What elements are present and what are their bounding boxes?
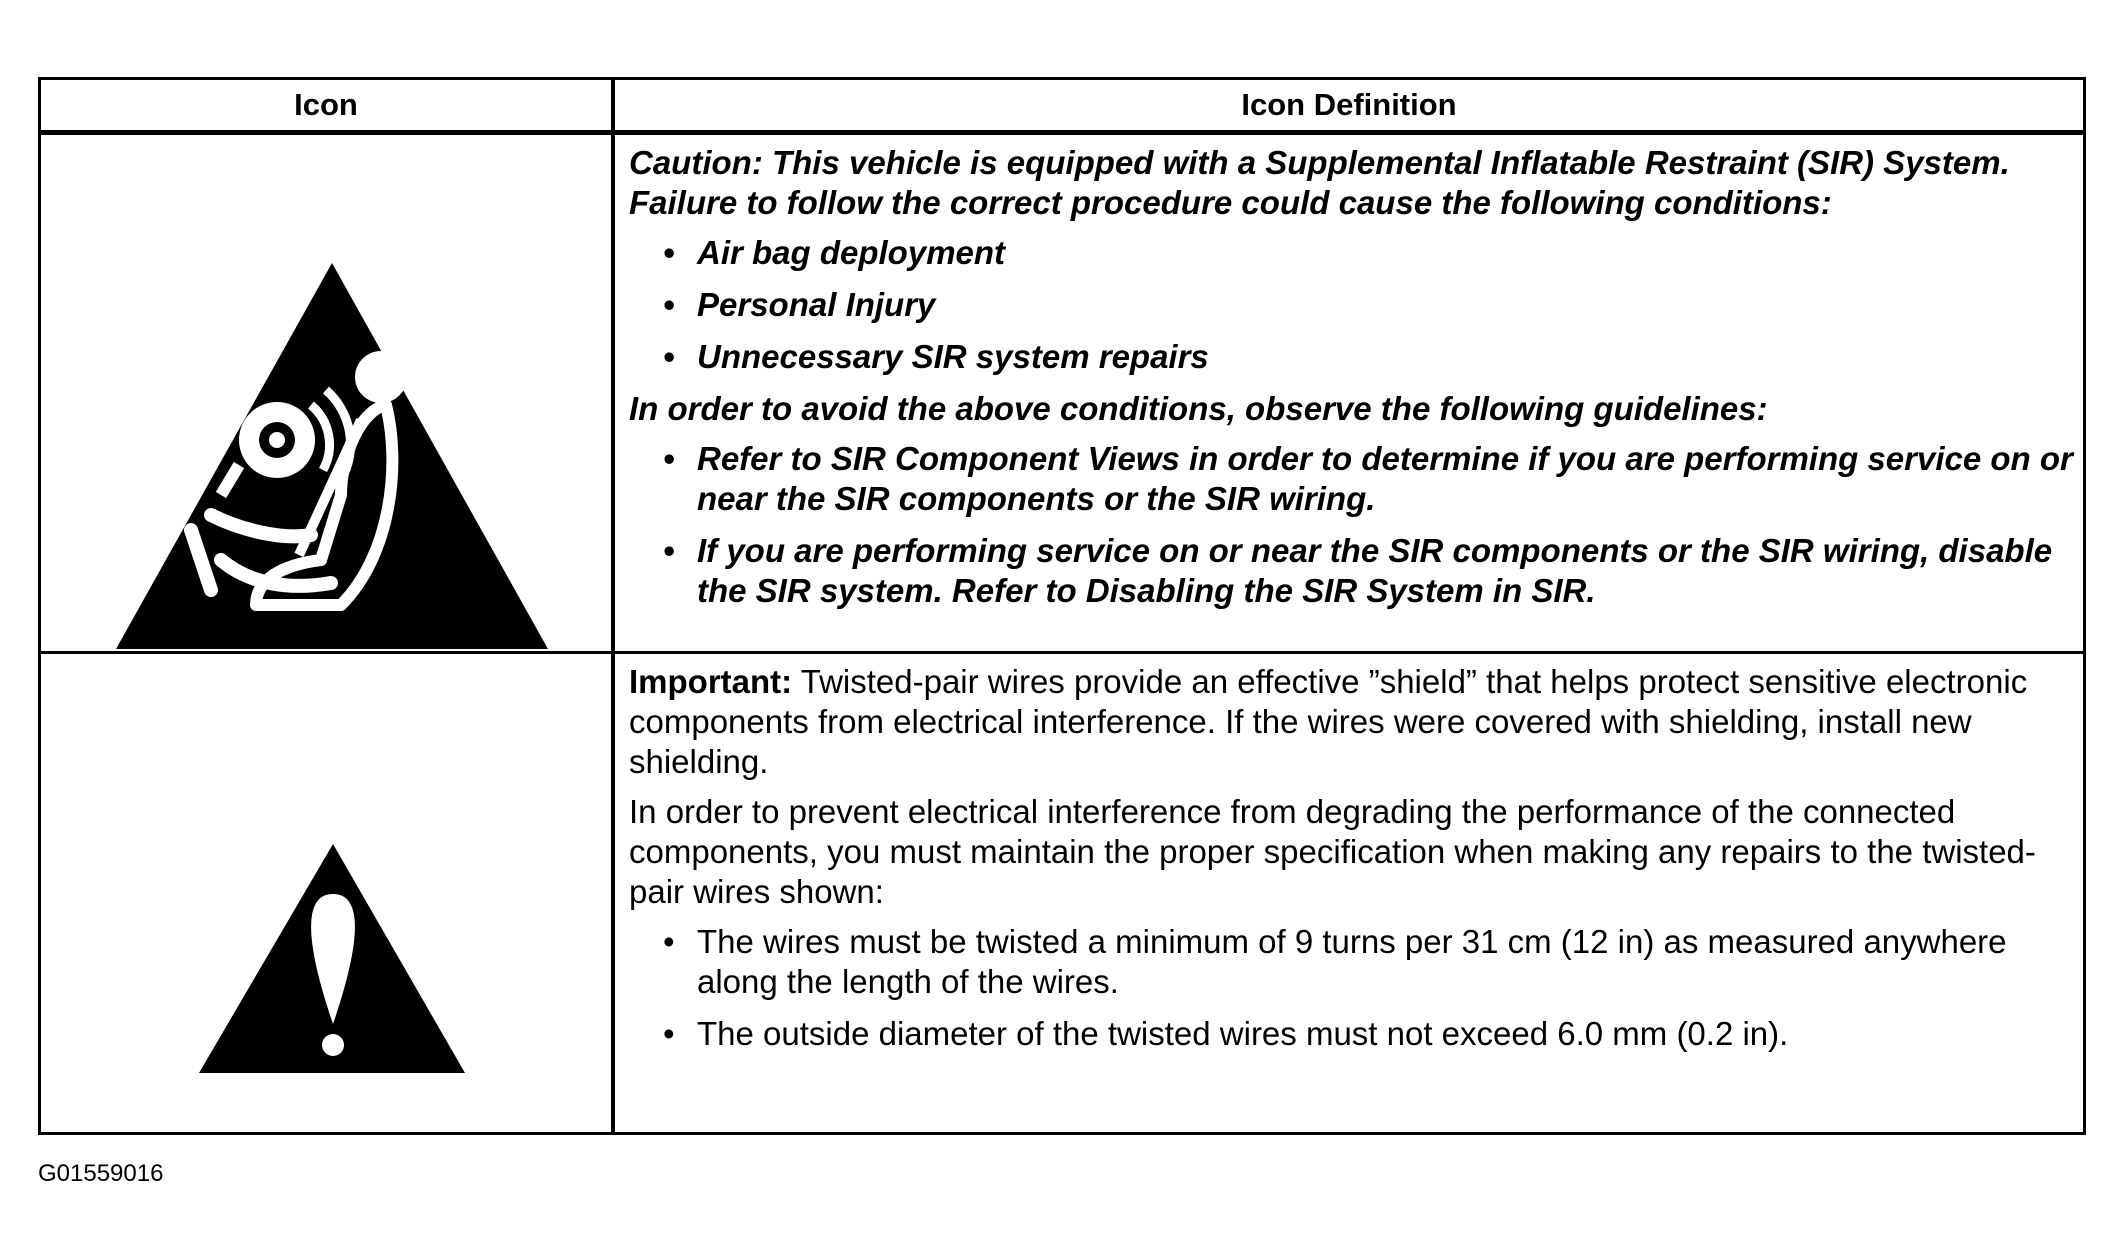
list-item: • If you are performing service on or near the SIR components or the SIR wiring, disable the SIR system. Refer to Disabling the SIR System in SIR. — [663, 532, 2053, 609]
icon-cell — [41, 135, 611, 651]
table-row — [41, 654, 2083, 1132]
bullet: • — [663, 440, 675, 477]
list-item: • Refer to SIR Component Views in order to determine if you are performing service on or near the SIR components or the SIR wiring. — [663, 440, 2073, 517]
icon-cell — [41, 654, 611, 1132]
header-icon-definition: Icon Definition — [1241, 87, 1457, 122]
list-item: • Personal Injury — [663, 286, 936, 323]
icon-definition-table — [38, 77, 2086, 1135]
bullet: • — [663, 286, 675, 323]
header-icon: Icon — [294, 87, 358, 122]
bullet: • — [663, 532, 675, 569]
list-item: • The wires must be twisted a minimum of 9 turns per 31 cm (12 in) as measured anywhere along the length of the wires. — [663, 923, 2007, 1000]
definition-cell — [629, 143, 2077, 623]
definition-cell — [629, 662, 2077, 1066]
sir-airbag-warning-icon — [41, 135, 611, 651]
list-item: • Air bag deployment — [663, 234, 1006, 271]
specification-list — [629, 922, 2077, 1054]
bullet: • — [663, 338, 675, 375]
important-paragraph: Important: Twisted-pair wires provide an effective ”shield” that helps protect sensitive electronic components from electrical interference. If the wires were covered with shielding, install new shielding. — [629, 663, 2028, 780]
exclamation-warning-icon — [41, 654, 611, 1132]
bullet: • — [663, 1015, 675, 1052]
conditions-list — [629, 233, 2077, 377]
bullet: • — [663, 923, 675, 960]
table-row — [41, 135, 2083, 654]
table-header-row — [41, 80, 2083, 135]
specification-paragraph: In order to prevent electrical interference from degrading the performance of the connected components, you must maintain the proper specification when making any repairs to the twisted-pair wires shown: — [629, 793, 2036, 910]
figure-id: G01559016 — [38, 1160, 164, 1187]
list-item: • Unnecessary SIR system repairs — [663, 338, 1209, 375]
bullet: • — [663, 234, 675, 271]
caution-paragraph: Caution: This vehicle is equipped with a Supplemental Inflatable Restraint (SIR) System. Failure to follow the correct procedure could cause the following conditions: — [629, 144, 2010, 221]
important-label: Important: — [629, 663, 793, 700]
guidelines-paragraph: In order to avoid the above conditions, observe the following guidelines: — [629, 390, 1768, 427]
guidelines-list — [629, 439, 2077, 611]
list-item: • The outside diameter of the twisted wires must not exceed 6.0 mm (0.2 in). — [663, 1015, 1789, 1052]
